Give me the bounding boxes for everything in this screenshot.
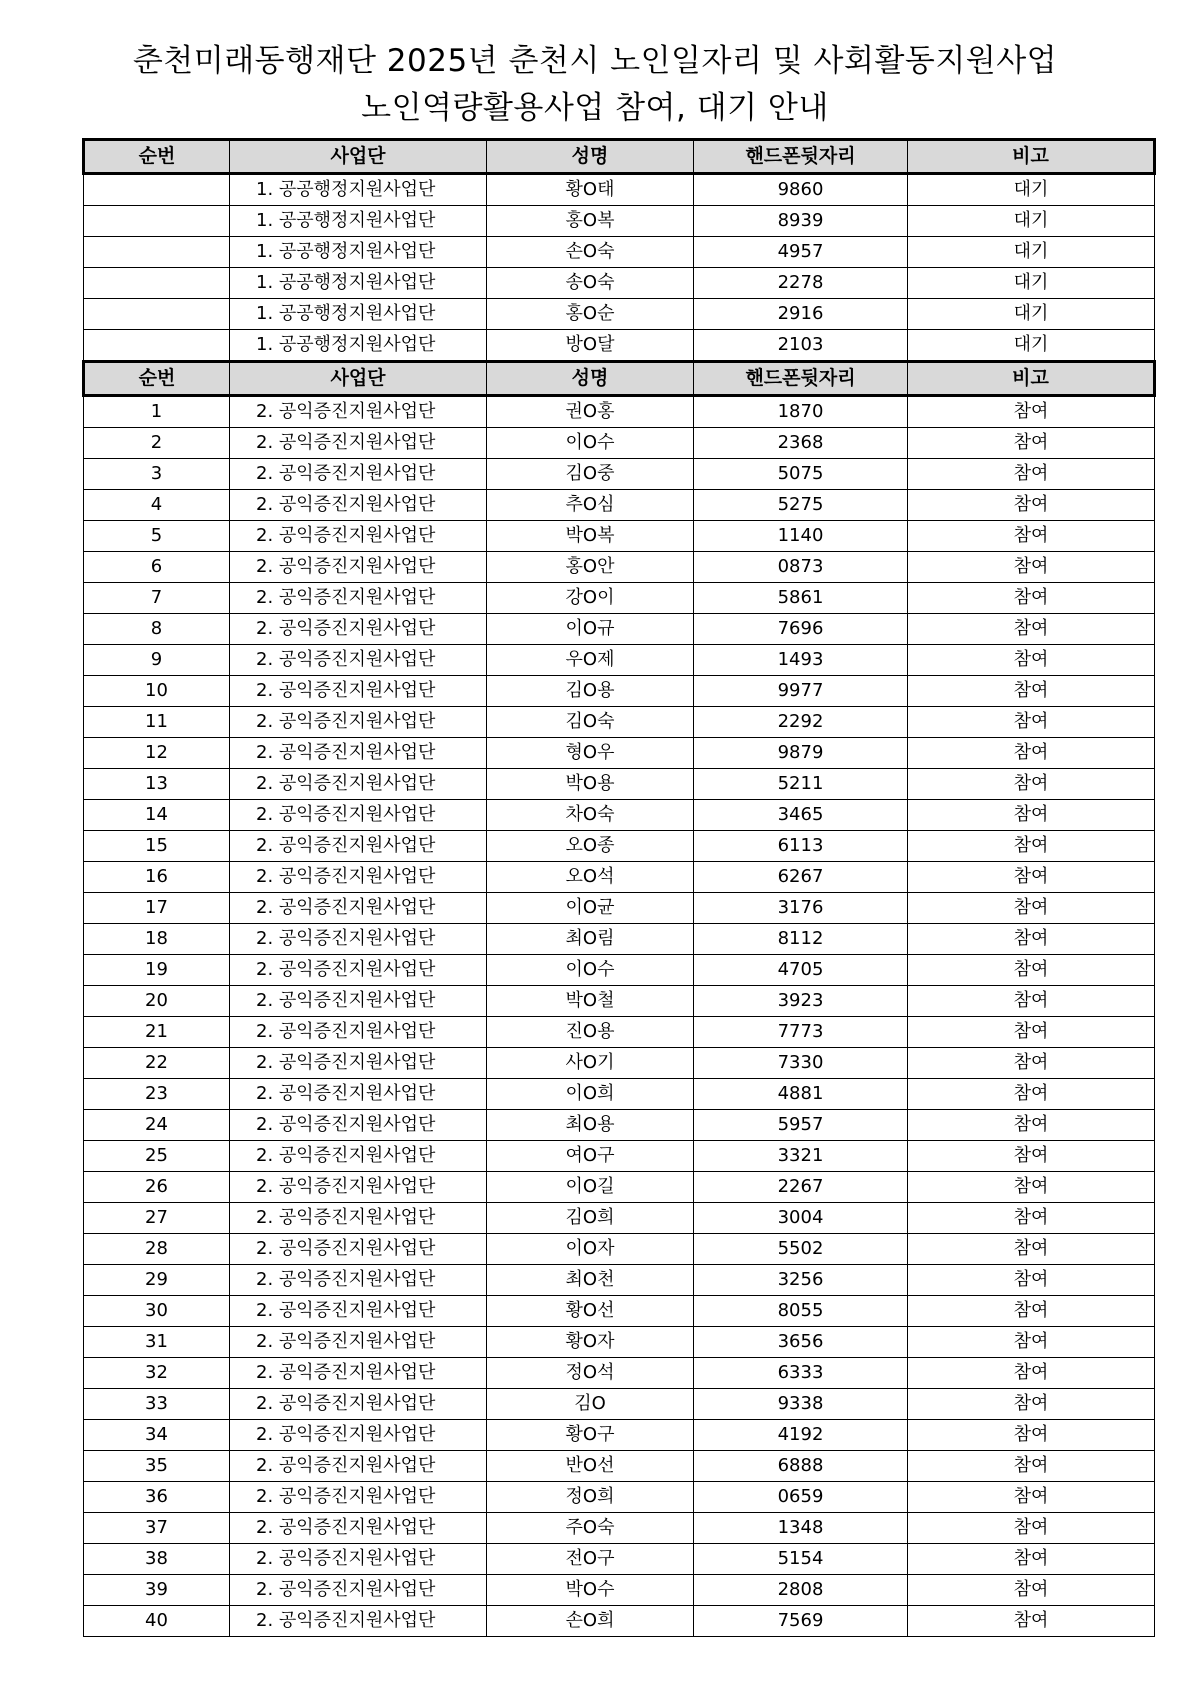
cell-name: 황O구 xyxy=(487,1420,694,1451)
cell-unit: 2. 공익증진지원사업단 xyxy=(230,396,487,428)
cell-unit: 1. 공공행정지원사업단 xyxy=(230,174,487,206)
cell-note: 대기 xyxy=(908,268,1155,299)
cell-name: 박O용 xyxy=(487,769,694,800)
column-header-col5: 비고 xyxy=(908,140,1155,174)
cell-note: 대기 xyxy=(908,330,1155,362)
table-row xyxy=(84,1544,1155,1575)
cell-unit: 2. 공익증진지원사업단 xyxy=(230,1513,487,1544)
cell-note: 참여 xyxy=(908,738,1155,769)
table-row xyxy=(84,738,1155,769)
cell-unit: 2. 공익증진지원사업단 xyxy=(230,1606,487,1637)
table-row xyxy=(84,1327,1155,1358)
cell-no: 18 xyxy=(84,924,230,955)
table-row xyxy=(84,893,1155,924)
cell-note: 참여 xyxy=(908,1048,1155,1079)
cell-no: 19 xyxy=(84,955,230,986)
column-header-col4: 핸드폰뒷자리 xyxy=(694,362,908,396)
cell-name: 강O이 xyxy=(487,583,694,614)
cell-note: 참여 xyxy=(908,1296,1155,1327)
cell-unit: 2. 공익증진지원사업단 xyxy=(230,955,487,986)
cell-unit: 2. 공익증진지원사업단 xyxy=(230,1079,487,1110)
cell-phone: 4192 xyxy=(694,1420,908,1451)
cell-no: 9 xyxy=(84,645,230,676)
table-row xyxy=(84,330,1155,362)
cell-note: 참여 xyxy=(908,893,1155,924)
cell-no: 4 xyxy=(84,490,230,521)
cell-name: 최O림 xyxy=(487,924,694,955)
cell-phone: 9977 xyxy=(694,676,908,707)
cell-unit: 1. 공공행정지원사업단 xyxy=(230,237,487,268)
cell-name: 형O우 xyxy=(487,738,694,769)
cell-name: 사O기 xyxy=(487,1048,694,1079)
cell-no: 2 xyxy=(84,428,230,459)
title-line-1: 춘천미래동행재단 2025년 춘천시 노인일자리 및 사회활동지원사업 xyxy=(132,43,1058,79)
table-row xyxy=(84,924,1155,955)
cell-phone: 2267 xyxy=(694,1172,908,1203)
cell-unit: 2. 공익증진지원사업단 xyxy=(230,924,487,955)
cell-no: 33 xyxy=(84,1389,230,1420)
cell-no: 39 xyxy=(84,1575,230,1606)
cell-unit: 2. 공익증진지원사업단 xyxy=(230,707,487,738)
table-row xyxy=(84,1482,1155,1513)
table-row xyxy=(84,268,1155,299)
table-row xyxy=(84,1234,1155,1265)
cell-phone: 5957 xyxy=(694,1110,908,1141)
cell-no: 22 xyxy=(84,1048,230,1079)
cell-phone: 1348 xyxy=(694,1513,908,1544)
column-header-col5: 비고 xyxy=(908,362,1155,396)
table-row xyxy=(84,1172,1155,1203)
cell-unit: 2. 공익증진지원사업단 xyxy=(230,893,487,924)
table-row xyxy=(84,1203,1155,1234)
table-row xyxy=(84,1079,1155,1110)
cell-name: 손O숙 xyxy=(487,237,694,268)
cell-no: 30 xyxy=(84,1296,230,1327)
cell-unit: 2. 공익증진지원사업단 xyxy=(230,676,487,707)
cell-name: 전O구 xyxy=(487,1544,694,1575)
cell-phone: 4881 xyxy=(694,1079,908,1110)
cell-no: 34 xyxy=(84,1420,230,1451)
cell-phone: 2368 xyxy=(694,428,908,459)
cell-phone: 3256 xyxy=(694,1265,908,1296)
column-header-col4: 핸드폰뒷자리 xyxy=(694,140,908,174)
cell-no: 38 xyxy=(84,1544,230,1575)
cell-note: 참여 xyxy=(908,1017,1155,1048)
cell-phone: 3465 xyxy=(694,800,908,831)
column-header-col1: 순번 xyxy=(84,140,230,174)
cell-phone: 3321 xyxy=(694,1141,908,1172)
cell-note: 참여 xyxy=(908,769,1155,800)
cell-phone: 5275 xyxy=(694,490,908,521)
cell-note: 참여 xyxy=(908,831,1155,862)
cell-name: 오O종 xyxy=(487,831,694,862)
table-row xyxy=(84,583,1155,614)
cell-note: 참여 xyxy=(908,552,1155,583)
table-row xyxy=(84,986,1155,1017)
table-row xyxy=(84,1513,1155,1544)
cell-unit: 2. 공익증진지원사업단 xyxy=(230,1420,487,1451)
cell-name: 김O중 xyxy=(487,459,694,490)
table-row xyxy=(84,299,1155,330)
cell-phone: 5861 xyxy=(694,583,908,614)
cell-unit: 2. 공익증진지원사업단 xyxy=(230,862,487,893)
cell-no: 17 xyxy=(84,893,230,924)
cell-unit: 2. 공익증진지원사업단 xyxy=(230,1451,487,1482)
cell-note: 참여 xyxy=(908,1203,1155,1234)
cell-note: 참여 xyxy=(908,1172,1155,1203)
cell-name: 박O복 xyxy=(487,521,694,552)
column-header-col2: 사업단 xyxy=(230,140,487,174)
table-row xyxy=(84,1048,1155,1079)
cell-phone: 8112 xyxy=(694,924,908,955)
table-row xyxy=(84,552,1155,583)
cell-phone: 4957 xyxy=(694,237,908,268)
title-line-2: 노인역량활용사업 참여, 대기 안내 xyxy=(361,90,829,126)
cell-phone: 3004 xyxy=(694,1203,908,1234)
cell-name: 이O길 xyxy=(487,1172,694,1203)
document-title xyxy=(0,38,1190,132)
cell-name: 김O숙 xyxy=(487,707,694,738)
cell-unit: 2. 공익증진지원사업단 xyxy=(230,1048,487,1079)
cell-phone: 8055 xyxy=(694,1296,908,1327)
cell-unit: 2. 공익증진지원사업단 xyxy=(230,1017,487,1048)
table-row xyxy=(84,645,1155,676)
cell-no: 25 xyxy=(84,1141,230,1172)
cell-phone: 5502 xyxy=(694,1234,908,1265)
cell-no: 10 xyxy=(84,676,230,707)
cell-name: 황O태 xyxy=(487,174,694,206)
cell-no xyxy=(84,237,230,268)
cell-no: 32 xyxy=(84,1358,230,1389)
cell-name: 손O희 xyxy=(487,1606,694,1637)
cell-note: 참여 xyxy=(908,924,1155,955)
cell-phone: 1870 xyxy=(694,396,908,428)
cell-no: 40 xyxy=(84,1606,230,1637)
cell-no: 24 xyxy=(84,1110,230,1141)
cell-note: 참여 xyxy=(908,1265,1155,1296)
cell-name: 정O희 xyxy=(487,1482,694,1513)
table-row xyxy=(84,237,1155,268)
cell-unit: 2. 공익증진지원사업단 xyxy=(230,490,487,521)
cell-phone: 6113 xyxy=(694,831,908,862)
cell-note: 참여 xyxy=(908,955,1155,986)
table-row xyxy=(84,955,1155,986)
cell-note: 참여 xyxy=(908,1513,1155,1544)
cell-note: 참여 xyxy=(908,614,1155,645)
table-header-row xyxy=(84,362,1155,396)
cell-unit: 2. 공익증진지원사업단 xyxy=(230,1172,487,1203)
cell-no xyxy=(84,268,230,299)
cell-no: 5 xyxy=(84,521,230,552)
cell-no: 37 xyxy=(84,1513,230,1544)
table-row xyxy=(84,800,1155,831)
table-row xyxy=(84,206,1155,237)
cell-phone: 1493 xyxy=(694,645,908,676)
cell-phone: 7773 xyxy=(694,1017,908,1048)
cell-no: 1 xyxy=(84,396,230,428)
cell-unit: 2. 공익증진지원사업단 xyxy=(230,614,487,645)
cell-note: 참여 xyxy=(908,459,1155,490)
cell-no xyxy=(84,330,230,362)
cell-note: 대기 xyxy=(908,206,1155,237)
cell-unit: 2. 공익증진지원사업단 xyxy=(230,1575,487,1606)
cell-unit: 2. 공익증진지원사업단 xyxy=(230,521,487,552)
table-row xyxy=(84,1017,1155,1048)
cell-phone: 4705 xyxy=(694,955,908,986)
cell-name: 이O규 xyxy=(487,614,694,645)
cell-unit: 2. 공익증진지원사업단 xyxy=(230,831,487,862)
cell-note: 대기 xyxy=(908,237,1155,268)
column-header-col1: 순번 xyxy=(84,362,230,396)
table-row xyxy=(84,1358,1155,1389)
cell-note: 참여 xyxy=(908,862,1155,893)
cell-phone: 7569 xyxy=(694,1606,908,1637)
cell-note: 참여 xyxy=(908,521,1155,552)
cell-no: 27 xyxy=(84,1203,230,1234)
cell-note: 참여 xyxy=(908,1544,1155,1575)
cell-phone: 3176 xyxy=(694,893,908,924)
table-row xyxy=(84,174,1155,206)
cell-phone: 3923 xyxy=(694,986,908,1017)
cell-no: 11 xyxy=(84,707,230,738)
cell-phone: 7330 xyxy=(694,1048,908,1079)
cell-phone: 9860 xyxy=(694,174,908,206)
cell-no: 14 xyxy=(84,800,230,831)
column-header-col2: 사업단 xyxy=(230,362,487,396)
cell-phone: 6267 xyxy=(694,862,908,893)
cell-note: 참여 xyxy=(908,1606,1155,1637)
cell-no: 13 xyxy=(84,769,230,800)
cell-note: 참여 xyxy=(908,800,1155,831)
table-header-row xyxy=(84,140,1155,174)
cell-phone: 2808 xyxy=(694,1575,908,1606)
cell-name: 추O심 xyxy=(487,490,694,521)
cell-note: 참여 xyxy=(908,1358,1155,1389)
cell-name: 황O자 xyxy=(487,1327,694,1358)
table-row xyxy=(84,614,1155,645)
cell-note: 참여 xyxy=(908,1141,1155,1172)
cell-no: 31 xyxy=(84,1327,230,1358)
cell-unit: 2. 공익증진지원사업단 xyxy=(230,738,487,769)
cell-unit: 2. 공익증진지원사업단 xyxy=(230,1141,487,1172)
table-row xyxy=(84,707,1155,738)
cell-unit: 1. 공공행정지원사업단 xyxy=(230,206,487,237)
cell-unit: 2. 공익증진지원사업단 xyxy=(230,1358,487,1389)
cell-no: 6 xyxy=(84,552,230,583)
table-row xyxy=(84,490,1155,521)
cell-unit: 2. 공익증진지원사업단 xyxy=(230,1234,487,1265)
cell-no: 12 xyxy=(84,738,230,769)
cell-unit: 2. 공익증진지원사업단 xyxy=(230,459,487,490)
cell-unit: 2. 공익증진지원사업단 xyxy=(230,552,487,583)
cell-phone: 6333 xyxy=(694,1358,908,1389)
table-row xyxy=(84,1451,1155,1482)
cell-phone: 3656 xyxy=(694,1327,908,1358)
table-row xyxy=(84,521,1155,552)
cell-note: 대기 xyxy=(908,299,1155,330)
cell-no xyxy=(84,174,230,206)
cell-name: 김O xyxy=(487,1389,694,1420)
cell-note: 참여 xyxy=(908,1575,1155,1606)
cell-phone: 8939 xyxy=(694,206,908,237)
cell-unit: 2. 공익증진지원사업단 xyxy=(230,1296,487,1327)
cell-unit: 1. 공공행정지원사업단 xyxy=(230,268,487,299)
cell-phone: 7696 xyxy=(694,614,908,645)
cell-note: 참여 xyxy=(908,1451,1155,1482)
table-row xyxy=(84,1389,1155,1420)
table-row xyxy=(84,1296,1155,1327)
cell-name: 차O숙 xyxy=(487,800,694,831)
cell-note: 참여 xyxy=(908,1420,1155,1451)
cell-phone: 9879 xyxy=(694,738,908,769)
cell-name: 황O선 xyxy=(487,1296,694,1327)
cell-unit: 2. 공익증진지원사업단 xyxy=(230,1110,487,1141)
table-row xyxy=(84,1110,1155,1141)
cell-unit: 2. 공익증진지원사업단 xyxy=(230,583,487,614)
cell-name: 이O균 xyxy=(487,893,694,924)
cell-phone: 0873 xyxy=(694,552,908,583)
cell-no: 16 xyxy=(84,862,230,893)
table-row xyxy=(84,769,1155,800)
cell-no: 8 xyxy=(84,614,230,645)
cell-no xyxy=(84,299,230,330)
cell-note: 참여 xyxy=(908,707,1155,738)
table-row xyxy=(84,1265,1155,1296)
cell-no: 15 xyxy=(84,831,230,862)
participant-table-body xyxy=(84,140,1155,1637)
cell-name: 이O희 xyxy=(487,1079,694,1110)
cell-note: 참여 xyxy=(908,676,1155,707)
cell-no: 29 xyxy=(84,1265,230,1296)
cell-phone: 2103 xyxy=(694,330,908,362)
cell-no: 7 xyxy=(84,583,230,614)
cell-unit: 2. 공익증진지원사업단 xyxy=(230,1389,487,1420)
cell-unit: 2. 공익증진지원사업단 xyxy=(230,769,487,800)
cell-unit: 2. 공익증진지원사업단 xyxy=(230,1327,487,1358)
cell-unit: 2. 공익증진지원사업단 xyxy=(230,1265,487,1296)
cell-note: 참여 xyxy=(908,583,1155,614)
cell-name: 주O숙 xyxy=(487,1513,694,1544)
cell-phone: 1140 xyxy=(694,521,908,552)
cell-name: 방O달 xyxy=(487,330,694,362)
cell-unit: 1. 공공행정지원사업단 xyxy=(230,299,487,330)
cell-name: 권O홍 xyxy=(487,396,694,428)
cell-no: 26 xyxy=(84,1172,230,1203)
table-row xyxy=(84,862,1155,893)
cell-unit: 2. 공익증진지원사업단 xyxy=(230,1203,487,1234)
cell-note: 참여 xyxy=(908,986,1155,1017)
table-row xyxy=(84,428,1155,459)
cell-note: 참여 xyxy=(908,645,1155,676)
column-header-col3: 성명 xyxy=(487,140,694,174)
cell-phone: 2916 xyxy=(694,299,908,330)
table-row xyxy=(84,1420,1155,1451)
cell-no: 23 xyxy=(84,1079,230,1110)
cell-no: 3 xyxy=(84,459,230,490)
cell-name: 홍O안 xyxy=(487,552,694,583)
column-header-col3: 성명 xyxy=(487,362,694,396)
cell-no: 20 xyxy=(84,986,230,1017)
cell-name: 진O용 xyxy=(487,1017,694,1048)
cell-unit: 2. 공익증진지원사업단 xyxy=(230,800,487,831)
cell-no xyxy=(84,206,230,237)
cell-unit: 2. 공익증진지원사업단 xyxy=(230,428,487,459)
cell-phone: 0659 xyxy=(694,1482,908,1513)
cell-unit: 2. 공익증진지원사업단 xyxy=(230,1544,487,1575)
table-row xyxy=(84,1141,1155,1172)
cell-note: 참여 xyxy=(908,1110,1155,1141)
cell-note: 참여 xyxy=(908,396,1155,428)
cell-no: 35 xyxy=(84,1451,230,1482)
cell-phone: 2278 xyxy=(694,268,908,299)
cell-name: 김O용 xyxy=(487,676,694,707)
cell-phone: 5211 xyxy=(694,769,908,800)
cell-unit: 1. 공공행정지원사업단 xyxy=(230,330,487,362)
cell-phone: 9338 xyxy=(694,1389,908,1420)
cell-no: 28 xyxy=(84,1234,230,1265)
cell-name: 최O천 xyxy=(487,1265,694,1296)
cell-name: 박O철 xyxy=(487,986,694,1017)
table-row xyxy=(84,1606,1155,1637)
cell-note: 참여 xyxy=(908,490,1155,521)
cell-name: 정O석 xyxy=(487,1358,694,1389)
cell-phone: 5154 xyxy=(694,1544,908,1575)
cell-name: 김O희 xyxy=(487,1203,694,1234)
cell-name: 박O수 xyxy=(487,1575,694,1606)
cell-note: 참여 xyxy=(908,1327,1155,1358)
cell-name: 송O숙 xyxy=(487,268,694,299)
cell-name: 홍O순 xyxy=(487,299,694,330)
cell-note: 참여 xyxy=(908,1389,1155,1420)
cell-name: 이O자 xyxy=(487,1234,694,1265)
cell-no: 36 xyxy=(84,1482,230,1513)
cell-unit: 2. 공익증진지원사업단 xyxy=(230,645,487,676)
cell-name: 홍O복 xyxy=(487,206,694,237)
cell-name: 여O구 xyxy=(487,1141,694,1172)
table-row xyxy=(84,396,1155,428)
cell-unit: 2. 공익증진지원사업단 xyxy=(230,986,487,1017)
cell-phone: 5075 xyxy=(694,459,908,490)
cell-name: 반O선 xyxy=(487,1451,694,1482)
cell-note: 참여 xyxy=(908,1234,1155,1265)
cell-phone: 2292 xyxy=(694,707,908,738)
cell-name: 우O제 xyxy=(487,645,694,676)
table-row xyxy=(84,459,1155,490)
cell-no: 21 xyxy=(84,1017,230,1048)
cell-name: 이O수 xyxy=(487,428,694,459)
cell-phone: 6888 xyxy=(694,1451,908,1482)
cell-note: 참여 xyxy=(908,1079,1155,1110)
table-row xyxy=(84,831,1155,862)
cell-name: 최O용 xyxy=(487,1110,694,1141)
cell-note: 참여 xyxy=(908,428,1155,459)
cell-name: 이O수 xyxy=(487,955,694,986)
table-row xyxy=(84,676,1155,707)
table-row xyxy=(84,1575,1155,1606)
cell-note: 대기 xyxy=(908,174,1155,206)
cell-unit: 2. 공익증진지원사업단 xyxy=(230,1482,487,1513)
cell-note: 참여 xyxy=(908,1482,1155,1513)
cell-name: 오O석 xyxy=(487,862,694,893)
participant-table xyxy=(82,138,1156,1637)
